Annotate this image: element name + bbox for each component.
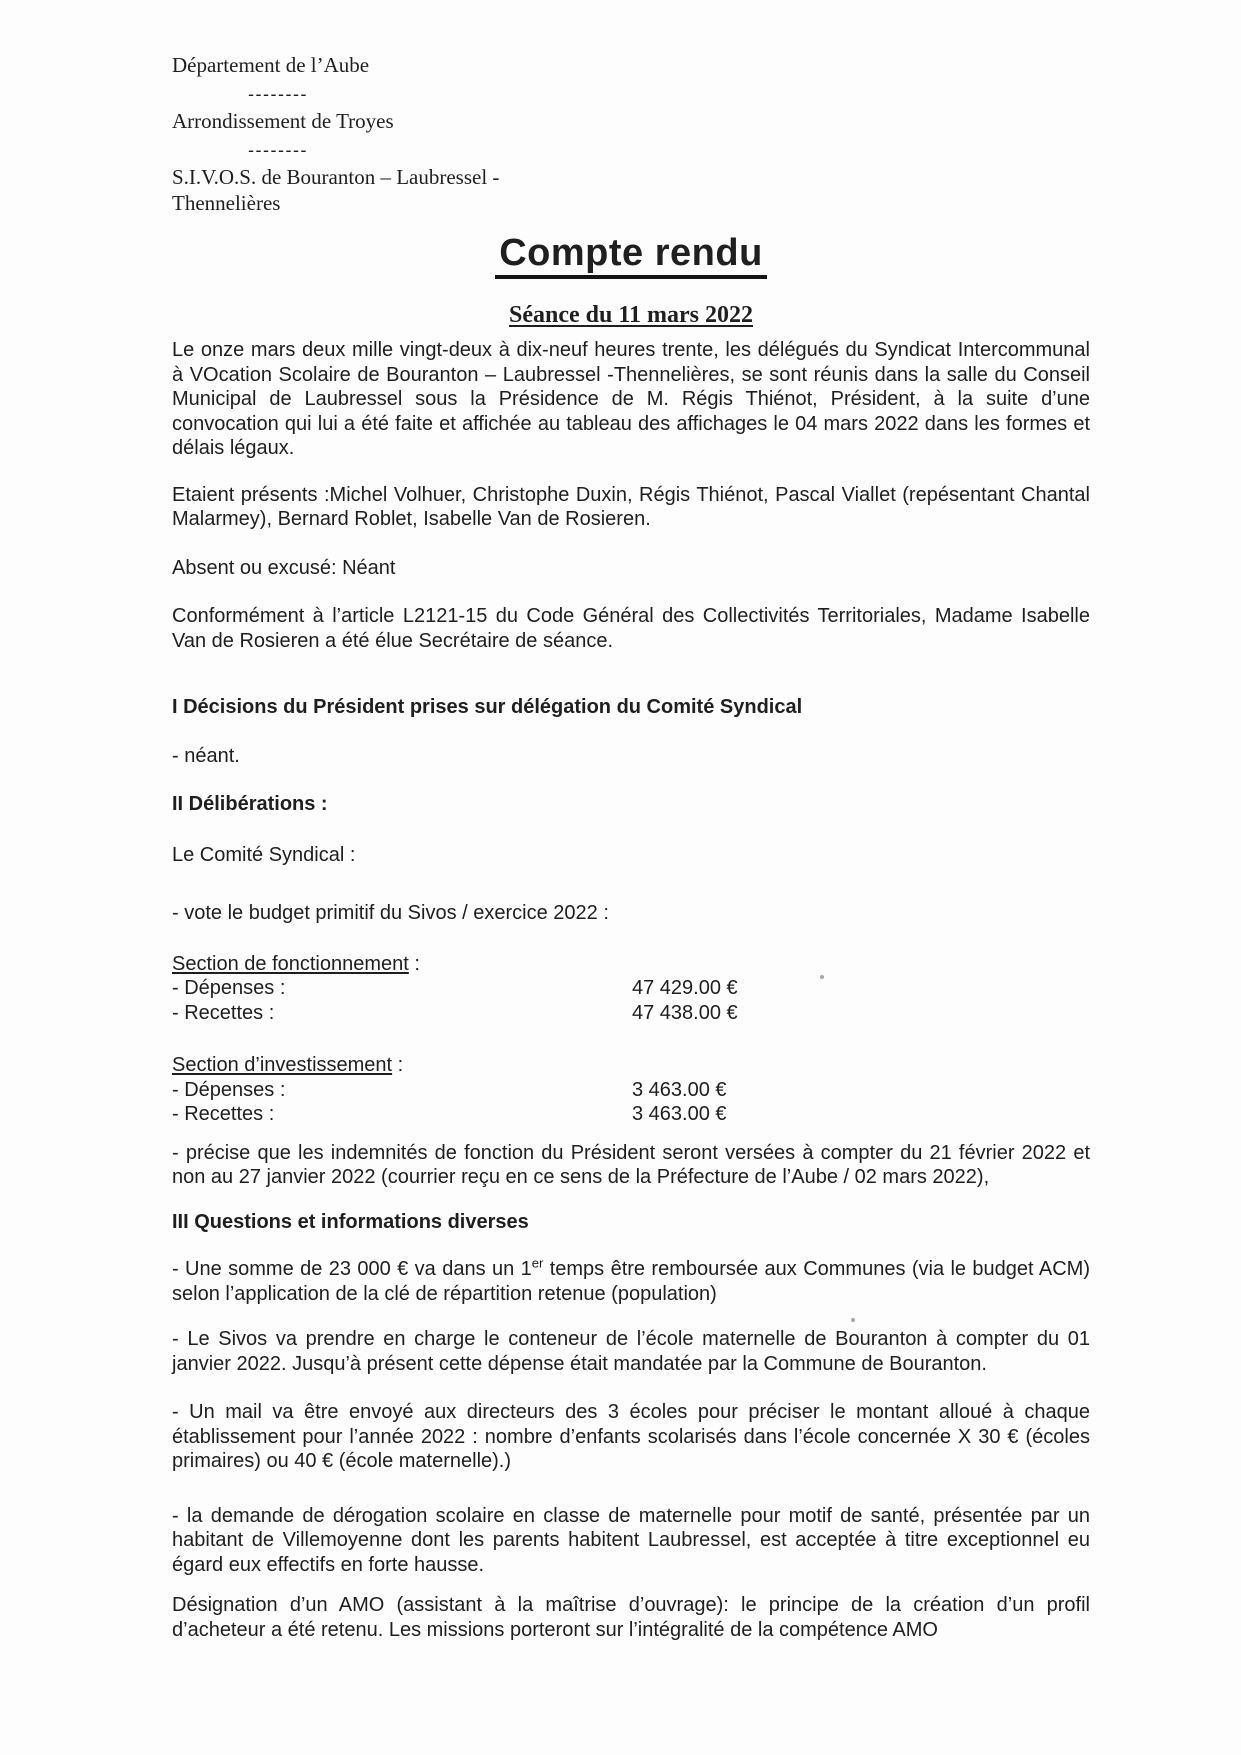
letterhead-department: Département de l’Aube [172,53,370,77]
section-2-opening: Le Comité Syndical : [172,843,356,866]
letterhead-district: Arrondissement de Troyes [172,109,394,133]
item-derogation-paragraph: - la demande de dérogation scolaire en classe de maternelle pour motif de santé, présentée par un habitant de Villemoyenne dont les parents habitent Laubressel, est acceptée à titre exceptionnel eu égard eux effectifs en forte hausse. [172,1504,1090,1576]
operating-section-title-suffix: : [408,952,420,975]
section-1-heading: I Décisions du Président prises sur délégation du Comité Syndical [172,696,803,718]
introduction-paragraph: Le onze mars deux mille vingt-deux à dix-neuf heures trente, les délégués du Syndicat Intercommunal à VOcation Scolaire de Bouranton – Laubressel -Thennelières, se sont réunis dans la salle du Conseil Municipal de Laubressel sous la Présidence de M. Régis Thiénot, Président, à la suite d’une convocation qui lui a été faite et affichée au tableau des affichages le 04 mars 2022 dans les formes et délais légaux. [172,339,1090,459]
operating-section-title-line [172,952,1090,977]
item-mail-paragraph: - Un mail va être envoyé aux directeurs des 3 écoles pour préciser le montant alloué à chaque établissement pour l’année 2022 : nombre d’enfants scolarisés dans l’école concernée X 30 € (écoles primaires) ou 40 € (école maternelle).) [172,1401,1090,1472]
section-3-heading: III Questions et informations diverses [172,1210,529,1233]
budget-amount: 3 463.00 € [632,1078,727,1101]
budget-row-investment-expenses [172,1078,1090,1103]
budget-label: - Recettes : [172,1103,275,1125]
scan-artifact-dot [851,1318,855,1322]
allowance-note-paragraph: - précise que les indemnités de fonction du Président seront versées à compter du 21 février 2022 et non au 27 janvier 2022 (courrier reçu en ce sens de la Préfecture de l’Aube / 02 mars 2022), [172,1141,1090,1188]
budget-label: - Dépenses : [172,1078,286,1101]
budget-row-investment-revenues [172,1102,1090,1127]
item-reimbursement-before: - Une somme de 23 000 € va dans un 1 [172,1258,532,1280]
budget-row-operating-expenses [172,976,1090,1001]
letterhead [172,52,1090,216]
item-amo-paragraph: Désignation d’un AMO (assistant à la maîtrise d’ouvrage): le principe de la création d’un profil d’acheteur a été retenu. Les missions porteront sur l’intégralité de la compétence AMO [172,1594,1090,1641]
letterhead-divider: -------- [248,84,308,104]
letterhead-organization-line2: Thennelières [172,191,281,215]
attendees-paragraph: Etaient présents :Michel Volhuer, Christophe Duxin, Régis Thiénot, Pascal Viallet (repésentant Chantal Malarmey), Bernard Roblet, Isabelle Van de Rosieren. [172,483,1090,530]
item-container-paragraph: - Le Sivos va prendre en charge le conteneur de l’école maternelle de Bouranton à compter du 01 janvier 2022. Jusqu’à présent cette dépense était mandatée par la Commune de Bouranton. [172,1328,1090,1375]
session-heading-container [172,301,1090,329]
budget-amount: 47 438.00 € [632,1001,738,1024]
budget-amount: 47 429.00 € [632,977,738,999]
item-reimbursement-paragraph [172,1257,1090,1306]
investment-section-title-line [172,1053,1090,1078]
letterhead-divider: -------- [248,140,308,160]
document-content [172,52,1090,1642]
operating-section-title: Section de fonctionnement [172,952,409,975]
ordinal-superscript: er [531,1255,544,1271]
budget-vote-line: - vote le budget primitif du Sivos / exercice 2022 : [172,902,609,924]
session-heading: Séance du 11 mars 2022 [508,302,753,328]
absent-line: Absent ou excusé: Néant [172,556,396,579]
investment-section-title: Section d’investissement [172,1054,393,1076]
title-container [172,232,1090,279]
section-2-heading: II Délibérations : [172,793,328,815]
budget-amount: 3 463.00 € [632,1103,727,1125]
secretary-paragraph: Conformément à l’article L2121-15 du Code Général des Collectivités Territoriales, Madame Isabelle Van de Rosieren a été élue Secrétaire de séance. [172,605,1090,652]
scan-artifact-dot [820,975,824,979]
section-1-body: - néant. [172,744,240,767]
letterhead-organization-line1: S.I.V.O.S. de Bouranton – Laubressel - [172,165,500,189]
budget-label: - Dépenses : [172,977,286,999]
budget-row-operating-revenues [172,1001,1090,1026]
budget-label: - Recettes : [172,1001,275,1024]
page-title: Compte rendu [495,232,767,279]
investment-section-title-suffix: : [392,1054,404,1076]
item-reimbursement-after: temps être remboursée aux Communes (via le budget ACM) selon l’application de la clé de répartition retenue (population) [172,1258,1091,1305]
